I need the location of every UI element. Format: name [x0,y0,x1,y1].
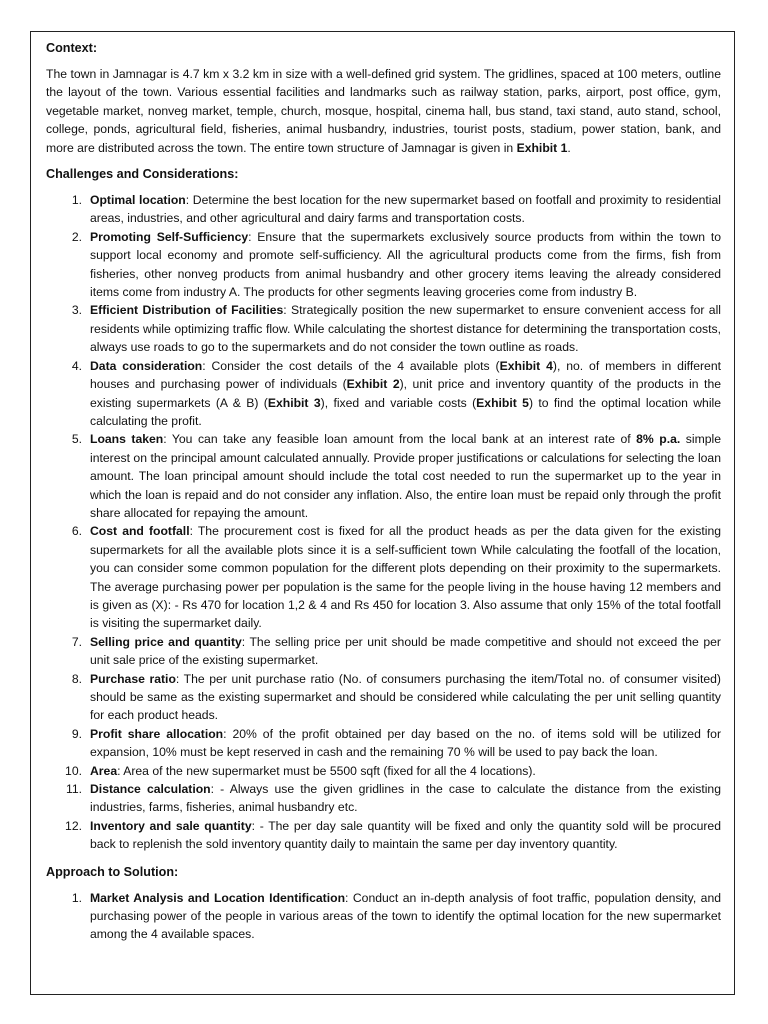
item-number: 10. [65,763,82,778]
item-text [90,782,721,814]
challenges-list [46,191,721,854]
item-number: 1. [71,890,82,905]
challenge-item [46,228,721,302]
bold-text: Exhibit 5 [476,395,529,410]
item-text [90,635,721,667]
text-run: . [567,140,571,155]
bold-text: Exhibit 2 [346,377,400,392]
bold-text: Purchase ratio [90,671,176,686]
bold-text: Inventory and sale quantity [90,818,252,833]
approach-list [46,889,721,944]
item-text [90,819,721,851]
item-text [90,432,721,520]
document-page [30,31,735,995]
bold-text: Loans taken [90,432,164,447]
item-number: 4. [71,358,82,373]
challenge-item [46,780,721,817]
challenge-item [46,725,721,762]
text-run: ), no. of members in different houses and purchasing power of individuals ( [90,358,721,392]
item-text [90,193,721,225]
text-run: ), fixed and variable costs ( [320,395,477,410]
bold-text: Exhibit 3 [267,395,321,410]
text-run: : You can take any feasible loan amount from the local bank at an interest rate of [163,432,637,447]
text-run: : The selling price per unit should be made competitive and should not exceed the per unit sale price of the existing supermarket. [90,634,721,668]
text-run: : Conduct an in-depth analysis of foot traffic, population density, and purchasing power of the people in various areas of the town to identify the optimal location for the new supermarket among the 4 available spaces. [90,890,722,942]
item-number: 8. [71,671,82,686]
item-number: 6. [71,524,82,539]
bold-text: Distance calculation [90,782,211,797]
bold-text: Optimal location [90,193,186,208]
item-text [90,524,721,630]
challenge-item [46,522,721,632]
context-heading: Context: [46,41,98,55]
challenge-item [46,301,721,356]
bold-text: Profit share allocation [90,726,224,741]
text-run: : Determine the best location for the new supermarket based on footfall and proximity to residential areas, industries, and other agricultural and dairy farms and transportation costs. [90,193,721,226]
bold-text: Exhibit 1 [516,140,568,155]
bold-text: Exhibit 4 [499,358,553,373]
text-run: : The procurement cost is fixed for all the product heads as per the data given for the existing supermarkets for all the available plots since it is a self-sufficient town While calculating the footfall of the location, you can consider some common population for the different plots depending on their proximity to the supermarkets. The average purchasing power per population is the same for the people living in the house having 12 members and is given as (X): - Rs 470 for location 1,2 & 4 and Rs 450 for location 3. Also assume that only 15% of the total footfall is visiting the supermarket daily. [90,524,722,631]
challenges-heading: Challenges and Considerations: [46,167,239,182]
bold-text: Selling price and quantity [90,634,242,649]
text-run: The town in Jamnagar is 4.7 km x 3.2 km in size with a well-defined grid system. The gridlines, spaced at 100 meters, outline the layout of the town. Various essential facilities and landmarks such as railway station, parks, airport, post office, gym, vegetable market, nonveg market, temple, church, mosque, hospital, cinema hall, bus stand, taxi stand, auto stand, school, college, ponds, agricultural field, fisheries, animal husbandry, industries, tourist posts, stadium, power station, bank, and more are distributed across the town. The entire town structure of Jamnagar is given in [46,67,721,155]
text-run: : Consider the cost details of the 4 available plots ( [202,358,500,373]
item-text [90,727,721,759]
item-number: 11. [65,782,82,797]
item-number: 3. [71,303,82,318]
text-run: : - The per day sale quantity will be fixed and only the quantity sold will be procured back to replenish the sold inventory quantity daily to maintain the same per day inventory quantity. [90,818,721,852]
item-text [90,359,721,428]
item-text [90,230,721,299]
text-run: : The per unit purchase ratio (No. of consumers purchasing the item/Total no. of consumer visited) should be same as the existing supermarket and should be considered while calculating the per unit selling quantity for each product heads. [90,671,721,723]
challenge-item [46,762,721,780]
item-text [90,891,721,942]
text-run: : 20% of the profit obtained per day based on the no. of items sold will be utilized for expansion, 10% must be kept reserved in cash and the remaining 70 % will be used to pay back the loan. [90,726,722,760]
challenge-item [46,191,721,228]
bold-text: Area [90,763,118,778]
text-run: : Area of the new supermarket must be 5500 sqft (fixed for all the 4 locations). [117,763,536,778]
item-number: 2. [71,229,82,244]
item-number: 5. [71,432,82,447]
approach-item [46,889,721,944]
bold-text: Promoting Self-Sufficiency [90,229,249,244]
bold-text: Market Analysis and Location Identification [90,890,346,905]
challenge-item [46,670,721,725]
item-number: 12. [65,818,82,833]
item-number: 1. [71,193,82,208]
text-run: : - Always use the given gridlines in the case to calculate the distance from the existing industries, farms, fisheries, animal husbandry etc. [90,782,721,815]
text-run: ), unit price and inventory quantity of the products in the existing supermarkets (A & B) ( [90,377,721,410]
item-number: 7. [71,634,82,649]
challenge-item [46,633,721,670]
context-paragraph [46,65,721,157]
bold-text: Data consideration [90,358,203,373]
item-text [90,764,536,778]
text-run: ) to find the optimal location while calculating the profit. [90,395,722,428]
text-run: : Strategically position the new supermarket to ensure convenient access for all residents while optimizing traffic flow. While calculating the shortest distance for determining the transportation costs, always use roads to go to the supermarkets and do not consider the town outline as roads. [90,303,721,355]
item-text [90,303,721,354]
text-run: simple interest on the principal amount calculated annually. Provide proper justifications or calculations for selecting the loan amount. The loan principal amount should include the total cost needed to run the supermarket up to the year in which the loan is repaid and do not consider any inflation. Also, the entire loan must be repaid only through the profit share allocated for repaying the amount. [90,432,721,520]
challenge-item [46,817,721,854]
challenge-item [46,430,721,522]
bold-text: 8% p.a. [636,432,681,447]
approach-heading: Approach to Solution: [46,864,179,879]
item-text [90,672,721,723]
item-number: 9. [71,726,82,741]
bold-text: Efficient Distribution of Facilities [90,303,284,318]
challenge-item [46,357,721,431]
bold-text: Cost and footfall [90,524,190,539]
text-run: : Ensure that the supermarkets exclusively source products from within the town to support local economy and promote self-sufficiency. All the agricultural products come from the firms, fish from fisheries, other nonveg products from animal husbandry and other grocery items leaving the already considered items come from industry A. The products for other segments leaving groceries come from industry B. [90,229,721,300]
